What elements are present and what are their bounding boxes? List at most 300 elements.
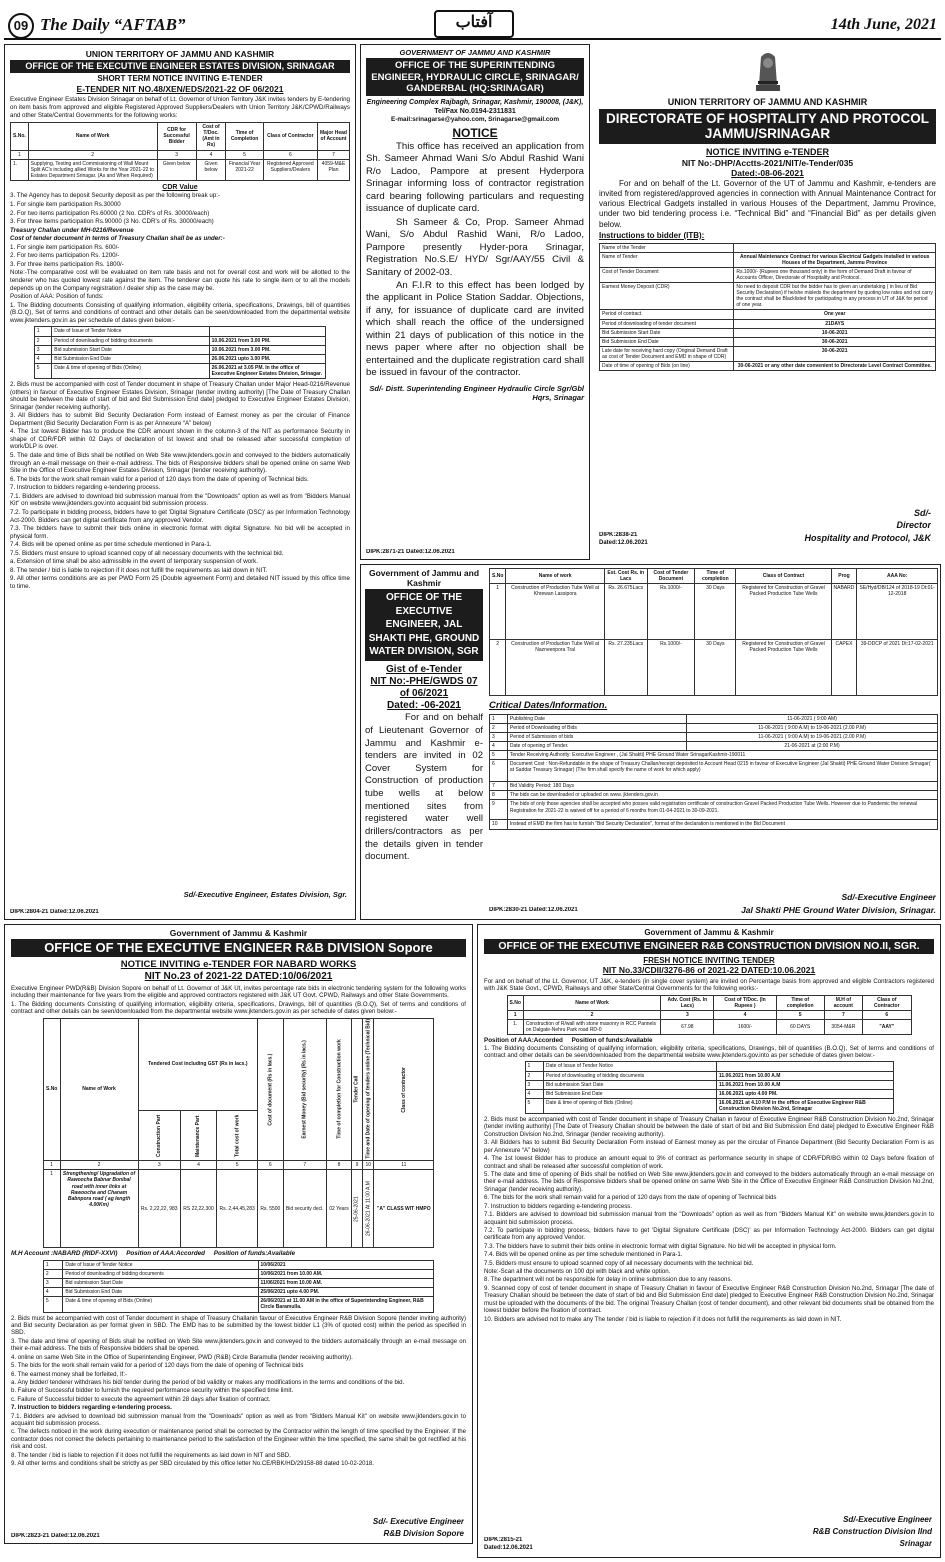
td: 1	[490, 584, 506, 640]
td: 4	[43, 1288, 63, 1297]
th: Class of contractor	[374, 1018, 434, 1161]
td: 5	[34, 363, 51, 378]
td: Financial Year 2021-22	[226, 159, 263, 180]
td: 16.06.2021 at 4.10 P.M in the office of Executive Engineer R&B Construction Division No.2nd, Srinagar	[716, 1098, 893, 1113]
para: 3. All Bidders has to submit Bid Security Declaration Form instead of Earnest money as per the circular of Finance Department (Bid Security Declaration Form is as per Annexure “A” below)	[10, 412, 350, 427]
td: Given below	[157, 159, 196, 180]
notice-title: NOTICE	[452, 126, 498, 141]
td: 5	[226, 150, 263, 159]
td: Period of downloading of bidding documents	[52, 336, 209, 345]
para: 8. The department will not be responsible for delay in online submission due to any reasons.	[484, 1276, 733, 1284]
td: 30-06-2021	[734, 337, 936, 346]
td: 1600/-	[714, 1019, 776, 1034]
line: 3. For three items participation Rs.90000 (3 No. CDR's of Rs. 30000/each)	[10, 218, 214, 226]
td: Period of Submission of bids	[507, 732, 686, 741]
td: 10	[490, 820, 508, 829]
td: 6	[258, 1161, 283, 1170]
para: 1. The Bidding documents Consisting of qualifying information, eligibility criteria, specifications, Drawings, bill of quantities (B.O.Q), Set of terms and conditions of contract and other details can be seen/downloaded from the departmental website www.jktenders.gov.into as per schedule of dates given below:-	[484, 1044, 934, 1060]
td: Bid Submission End Date	[600, 337, 734, 346]
signature-designation: Sd/- Executive Engineer	[372, 1517, 464, 1527]
line: 3. The Agency has to deposit Security deposit as per the following break up:-	[10, 192, 221, 200]
nit-number: NIT No:-PHE/GWDS 07 of 06/2021	[370, 676, 478, 700]
para: 4. The 1st lowest Bidder has to produce the CDR amount shown in the column-3 of the NIT as performance Security in shape of CDR/FDR within 02 Days of declaration of Ist lowest and shall be released after successful completion of work/DLP is over.	[10, 428, 350, 451]
td: 11-06-2021 ( 9:00 AM)	[687, 714, 938, 723]
email-line: E-mail:srinagarse@yahoo.com, Srinagarse@gmail.com	[390, 116, 560, 124]
td: 2	[523, 1010, 660, 1019]
para: 5. The date and time of Bids shall be notified on Web Site www.jktenders.gov.in and conveyed to the bidders automatically through an e-mail message on their e-mail address. The bids of Responsive bidders shall be opened online on same Web Site in the Office of Executive Engineer Estates Division, Srinagar (tender receiving authority).	[10, 452, 350, 475]
th: Time and Date of opening of tenders online (Technical Bid)	[363, 1018, 374, 1161]
td: 1	[34, 327, 51, 336]
td: Publishing Date	[507, 714, 686, 723]
td: 11-06-2021 ( 9:00 A.M) to 19-06-2021 (2.00 P.M)	[687, 732, 938, 741]
para: 9. Scanned copy of cost of tender document in shape of Treasury Challan in favour of Executive Engineer R&B Construction Division No.2nd, Srinagar [The date of Treasury Challan should be between the date of start of bid and Bid Submission End date] pledged to Executive Engineer R&B Construction Division No.2nd, Srinagar must be uploaded with the documents of the bid. The original Treasury Challan (cost of tender document), and other relevant bid documents shall be obtained from the lowest bidder before the fixation of contract.	[484, 1284, 934, 1315]
td: 9	[351, 1161, 362, 1170]
td: 02 Years	[327, 1170, 352, 1248]
th: Class of Contractor	[263, 123, 317, 150]
para: 7. Instruction to bidders regarding e-tendering process.	[11, 1404, 172, 1412]
td: 11	[374, 1161, 434, 1170]
office-banner: DIRECTORATE OF HOSPITALITY AND PROTOCOL JAMMU/SRINAGAR	[599, 109, 936, 144]
td: Bid security decl.	[283, 1170, 327, 1248]
td: 1	[490, 714, 508, 723]
para: 2. Bids must be accompanied with cost of Tender document in shape of Treasury Challanin favour of Executive Engineer R&B Division Sopore (tender inviting authority) and Bid security Declaration as per format given in SBD. The EMD has to be submitted by the lowest bidder L1 (3% of quoted cost) within the period as specified in SBD.	[11, 1314, 466, 1337]
th: Time of completion	[695, 569, 736, 584]
td: Date & time of opening of Bids (Online)	[52, 363, 209, 378]
ad-rb-construction-division-ii	[477, 924, 941, 1558]
td: Instead of EMD the firm has to furnish "Bid Security Declaration", format of the declaration is mentioned in the Bid Document	[507, 820, 937, 829]
td: 10.06.2021 from 3.00 PM.	[209, 336, 326, 345]
th: Cost of document (Rs in lacs.)	[258, 1018, 283, 1161]
para: 7.2. To participate in bidding process, bidders have to get 'Digital Signature Certificate (DSC)' as per Information Technology Act-2000. Bidders can get digital certificate from any approved Vendor.	[10, 508, 350, 524]
ad-hospitality-protocol	[594, 44, 941, 560]
td: Bid submission Start Date	[63, 1279, 258, 1288]
td: Period of Downloading of Bids	[507, 723, 686, 732]
th: Time of completion for Construction work	[327, 1018, 352, 1161]
nit-number: E-TENDER NIT NO.48/XEN/EDS/2021-22 OF 06/2021	[76, 84, 284, 95]
para: 7.1. Bidders are advised to download bid submission manual from the "Downloads" option as well as from "Bidders Manual Kit" on website www.jktenders.gov.into acquaint bid submission process.	[10, 492, 350, 508]
ut-heading: UNION TERRITORY OF JAMMU AND KASHMIR	[667, 97, 868, 107]
para: 7.2. To participate in bidding process, bidders have to get 'Digital Signature Certificate (DSC)' as per Information Technology Act-2000. Bidders can get digital certificate from any approved Vendor.	[484, 1226, 934, 1242]
works-table	[10, 122, 350, 181]
intro-text-2: 1. The Bidding documents Consisting of qualifying information, eligibility criteria, specifications, Drawings, bill of quantities (B.O.Q), Set of terms and conditions of contract and other details can be seen/downloaded from the departmental website www.jktenders.gov.in as per schedule of dates given below:-	[11, 1000, 466, 1016]
td: "A" CLASS WIT HMPO	[374, 1170, 434, 1248]
govt-heading: Government of Jammu and Kashmir	[368, 568, 480, 589]
td: SE/Hyd/DB/124 of 2018-19 Dt:01-12-2018	[857, 584, 938, 640]
td: 5	[217, 1161, 258, 1170]
td: 1.	[507, 1019, 523, 1034]
td: Date & time of opening of Bids (Online)	[543, 1098, 716, 1113]
td: 10.06.2021 from 3.00 PM.	[209, 345, 326, 354]
td: NABARD	[831, 584, 857, 640]
th: S.No.	[11, 123, 29, 150]
ad-estates-division	[4, 44, 356, 920]
para: 5. The date and time of opening of Bids shall be notified on Web Site www.jktenders.gov.in and conveyed to the bidders automatically through an e-mail message on their e-mail address. The bids of Responsive bidders shall be opened online on same Web Site in the Office of Executive Engineer R&B Construction Division No.2nd, Srinagar (tender receiving authority).	[484, 1171, 934, 1193]
emblem-icon	[750, 47, 786, 95]
td: Late date for receiving hard copy (Original Demand Draft as cost of Tender Document and EMD in shape of CDR)	[600, 346, 734, 361]
th: Est. Cost Rs. in Lacs	[604, 569, 647, 584]
notice-subtitle: NOTICE INVITING e-TENDER FOR NABARD WORKS	[120, 959, 357, 971]
para: Note:-Scan all the documents on 100 dpi with black and white option.	[484, 1268, 671, 1276]
td: 6	[863, 1010, 911, 1019]
para: 4. online on same Web Site in the Office of Superintending Engineer, PWD (R&B) Circle Baramulla (tender receiving authority).	[11, 1353, 353, 1361]
works-table	[489, 568, 938, 696]
th: Cost of T/Doc. (In Rupees )	[714, 995, 776, 1010]
td: 1	[507, 1010, 523, 1019]
signature-office: R&B Construction Division IInd	[812, 1527, 932, 1537]
td: Tender Receiving Authority: Executive Engineer , (Jal Shakti) PHE Ground Water SrinagarKashmir-190011	[507, 751, 937, 760]
td: 6	[490, 760, 508, 782]
line: Position of AAA: Position of funds:	[10, 293, 104, 301]
td: 3054-M&R	[824, 1019, 862, 1034]
para: a. Extension of time shall be also admissible in the event of temporary suspension of work.	[10, 558, 258, 566]
td: 30-06-2021 or any other date convenient to Directorate Level Contract Committee.	[734, 362, 936, 371]
intro-text: Executive Engineer Estates Division Srinagar on behalf of Lt. Governor of Union Territory J&K invites tenders by E-tendering on item basis from approved and eligible Registered Approved Suppliers/Dealers with Union Territory J&K/CPWD/Railways and other State/Central Governments for the following works:	[10, 96, 350, 119]
left-column	[365, 568, 483, 918]
td: Rs.1000/- (Rupees one thousand only) in the form of Demand Draft in favour of Accounts Officer, Directorate of Hospitality and Protocol.	[734, 267, 936, 282]
govt-heading: Government of Jammu & Kashmir	[169, 928, 308, 938]
td: CAPEX	[831, 640, 857, 696]
td: Strengthening/ Upgradation of Rawoocha Babnar Bonibal road with inner links at Rawoocha and Chanam Babnpora road ( ag length 4.00Km)	[60, 1170, 138, 1248]
para: 5. The bids for the work shall remain valid for a period of 120 days from the date of opening of Technical bids	[11, 1362, 304, 1370]
td: 2	[525, 1071, 543, 1080]
td: Registered for Construction of Gravel Packed Production Tube Wells	[736, 640, 831, 696]
td: 1	[525, 1062, 543, 1071]
th: Name of work	[506, 569, 605, 584]
para: a. Any bidder/ tenderer withdraws his bid/ tender during the period of bid validity or makes any modifications in the terms and conditions of the bid.	[11, 1378, 405, 1386]
td: Date of Issue of Tender Notice	[52, 327, 209, 336]
td: 1.	[11, 159, 29, 180]
notice-para: This office has received an application from Sh. Sameer Ahmad Wani S/o Abdul Rashid Wani R/o Ladoo, Pampore at present Hyderpora Srinagar informing loss of contractor registration card bearing following particulars and requesting issuance of duplicate card.	[366, 140, 584, 215]
dipk-number: DIPK:2871-21 Dated:12.06.2021	[366, 548, 455, 555]
newspaper-logo: آفتاب	[434, 10, 514, 38]
ashoka-emblem-icon	[750, 47, 786, 95]
td: 7	[490, 782, 508, 791]
td: 7	[283, 1161, 327, 1170]
td: Period of contract	[600, 310, 734, 319]
td: 8	[490, 791, 508, 800]
td: Rs. 2,44,45,283	[217, 1170, 258, 1248]
signature-office: Jal Shakti PHE Ground Water Division, Srinagar.	[741, 905, 936, 915]
th: Total cost of work	[217, 1111, 258, 1161]
td	[734, 243, 936, 252]
td: 1	[43, 1161, 60, 1170]
line: 1. For single item participation Rs. 600/-	[10, 243, 120, 251]
line: 1. The Bidding documents Consisting of qualifying information, eligibility criteria, specifications, Drawings, bill of quantities (B.O.Q), Set of terms and conditions of contract and other details can be seen/downloaded from the departmental website www.jktenders.gov.in as per schedule of dates given below:-	[10, 301, 350, 324]
td: Rs. 26.675Lacs	[604, 584, 647, 640]
itb-table	[599, 243, 936, 372]
td: Rs.1000/-	[647, 640, 695, 696]
intro-text: For and on behalf of the Lt. Governor of the UT of Jammu and Kashmir, e-tenders are invited from registered/approved agencies in connection with Annual Maintenance Contract for various Electrical Gadgets installed in various Houses of the Department, Jammu Province, under two bid tendering process i.e. “Technical Bid” and “Financial Bid” as per details given below.	[599, 178, 936, 229]
schedule-table	[34, 326, 326, 379]
th: CDR for Successful Bidder	[157, 123, 196, 150]
td: 4059-M&E Plan	[317, 159, 349, 180]
para: 8. The tender / bid is liable to rejection if it does not fulfill the requirements as laid down in NIT.	[10, 566, 268, 574]
body-paragraphs	[10, 381, 350, 591]
td: 30 Days	[695, 584, 736, 640]
line: 3. For three items participation Rs. 1800/-	[10, 260, 124, 268]
para: 9. All other terms conditions are as per PWD Form 25 (Double agreement Form) and detailed NIT issued by this office time to time.	[10, 575, 350, 591]
th: Maintenance Part	[180, 1111, 216, 1161]
nit-date: Dated: -06-2021	[387, 700, 461, 712]
signature: Sd/- Distt. Superintending Engineer Hydraulic Circle Sgr/Gbl Hqrs, Srinagar	[369, 383, 584, 402]
dipk-number: DIPK:2804-21 Dated:12.06.2021	[10, 908, 99, 915]
dipk-number: DIPK:2838-21 Dated:12.06.2021	[599, 532, 648, 546]
para: 2. Bids must be accompanied with cost of Tender document in shape of Treasury Challan in favour of Executive Engineer R&B Construction Division No.2nd, Srinagar (tender inviting authority) [The Date of Treasury Challan should be between the date of start of bid and Bid Submission End date] pledged to Executive Engineer R&B Construction Division No.2nd, Srinagar (tender receiving authority).	[484, 1116, 934, 1138]
page-number-badge: 09	[8, 13, 34, 39]
td: 1	[11, 150, 29, 159]
td: Rs.1000/-	[647, 584, 695, 640]
td: 11-06-2021 ( 9:00 A.M) to 19-06-2021 (2.00 P.M)	[687, 723, 938, 732]
para: b. Failure of Successful bidder to furnish the required performance security within the specified time limit.	[11, 1387, 294, 1395]
para: 7.3. The bidders have to submit their bids online in electronic format with digital Signature. No bid will be accepted in physical form.	[10, 525, 350, 540]
office-banner: OFFICE OF THE SUPERINTENDING ENGINEER, HYDRAULIC CIRCLE, SRINAGAR/ GANDERBAL (HQ:SRINAGAR)	[366, 58, 584, 96]
td: 30-06-2021	[734, 346, 936, 361]
works-table	[43, 1018, 434, 1249]
intro-text: For and on behalf of the Lt. Governor, UT J&K, e-tenders (in single cover system) are invited on Percentage basis from approved and eligible Contractors registered with J&K State Govt., CPWD, Railways and other State/Central Governments for the following works:-	[484, 977, 934, 993]
notice-para: An F.I.R to this effect has been lodged by the applicant in Police Station Saddar. Objections, if any, for issuance of duplicate card are invited which shall reach the office of the undersigned within 21 days of publication of this notice in the news paper where after no objection shall be entertained and the duplicate registration card shall be issued in favour of the contractor.	[366, 279, 584, 379]
td: 67.98	[661, 1019, 714, 1034]
td: RS 22,22,300	[180, 1170, 216, 1248]
th: Adv. Cost (Rs. In Lacs)	[661, 995, 714, 1010]
td: Registered for Construction of Gravel Packed Production Tube Wells	[736, 584, 831, 640]
line: Treasury Challan under MH-0216/Revenue	[10, 226, 134, 234]
td: 4	[525, 1089, 543, 1098]
td: Construction of Production Tube Well at Khrewan Lassipora	[506, 584, 605, 640]
th: Prog	[831, 569, 857, 584]
td: The bids of only those agencies shall be accepted who posses valid registration certificate of construction Gravel Packed Production Tube Wells. However due to Pandemic the renewal Registration for 2021-22 is waived off for a period of 6 months from 01-04-2021 to 30-09-2021.	[507, 800, 937, 820]
para: 7.3. The bidders have to submit their bids online in electronic format with digital Signature. No bid will be accepted in physical form.	[484, 1242, 837, 1250]
cdr-title: CDR Value	[162, 183, 198, 191]
td: 3	[525, 1080, 543, 1089]
td: 10-06-2021	[734, 328, 936, 337]
td: 5	[43, 1297, 63, 1312]
itb-heading: Instructions to bidder (ITB):	[599, 230, 705, 240]
td: 1	[43, 1170, 60, 1248]
td: 26-06-2021 At 11:00 A.M	[363, 1170, 374, 1248]
td: Period of downloading of tender document	[600, 319, 734, 328]
td: 16.06.2021 upto 4.00 PM.	[716, 1089, 893, 1098]
ut-heading: UNION TERRITORY OF JAMMU AND KASHMIR	[85, 49, 275, 59]
body-paragraphs	[11, 1315, 466, 1468]
td: 2	[43, 1270, 63, 1279]
para: 7.5. Bidders must ensure to upload scanned copy of all necessary documents with the technical bid.	[10, 549, 284, 557]
works-table	[507, 995, 912, 1035]
dipk-number: DIPK:2830-21 Dated:12.06.2021	[489, 907, 578, 913]
th: Name of Work	[60, 1018, 138, 1161]
th: S.No	[43, 1018, 60, 1161]
td: Cost of Tender Document	[600, 267, 734, 282]
td: Date of Issue of Tender Notice	[63, 1261, 258, 1270]
td: 3	[34, 345, 51, 354]
td: Bid Submission Start Date	[600, 328, 734, 337]
th: Time of Completion	[226, 123, 263, 150]
schedule-table	[525, 1061, 894, 1114]
para: 6. The bids for the work shall remain valid for a period of 120 days from the date of opening of Technical bids.	[10, 475, 309, 483]
td: Document Cost : Non-Refundable in the shape of Treasury Challan/receipt deposited to Account Head 0215 in favour of Executive Engineer (Jal Shakti) PHE Ground Water Division Srinagar( at Saddar Treasury Srinagar) (The firm shall specify the name of work for which apply)	[507, 760, 937, 782]
td: 25/06/2021 upto 4.00 PM.	[258, 1288, 434, 1297]
cdr-lines	[10, 192, 350, 324]
th: Cost of Tender Document	[647, 569, 695, 584]
td: Registered Approved Suppliers/Dealers	[263, 159, 317, 180]
body-paragraphs	[484, 1116, 934, 1323]
td: 11/06/2021 from 10.00 AM.	[258, 1279, 434, 1288]
critical-dates-table	[489, 714, 938, 830]
td: 9	[490, 800, 508, 820]
td: 8	[327, 1161, 352, 1170]
signature-designation: Sd/-Executive Engineer	[843, 1515, 932, 1525]
td: Period of downloading of bidding documents	[543, 1071, 716, 1080]
td: Construction of R/wall with stone masonry in RCC Pannels on Dalgate-Nehru Park road RD-0	[523, 1019, 660, 1034]
td: 21DAYS	[734, 319, 936, 328]
td: Name of the Tender	[600, 243, 734, 252]
para: 3. The date and time of opening of Bids shall be notified on Web Site www.jktenders.gov.in and conveyed to the bidders automatically through an e-mail message on their e-mail address. The bids of Responsive bidders shall be opened.	[11, 1337, 466, 1353]
td: Bid Submission End Date	[543, 1089, 716, 1098]
para: 7. Instruction to bidders regarding e-tendering process.	[10, 484, 161, 492]
td: 25-06-2021	[351, 1170, 362, 1248]
para: 9. All other terms and conditions shall be strictly as per SBD circulated by this office letter No.CE/RBK/HD/29158-88 dated 10-02-2018.	[11, 1460, 374, 1468]
notice-para: Sh Sameer & Co, Prop. Sameer Ahmad Wani, S/o Abdul Rashid Wani, R/o Ladoo, Pampore presently Hyder-pora Srinagar, Registration No.S.E/ HYD/ Sgr/AAY/55 Civil & Sanitary of 2002-03.	[366, 216, 584, 278]
td: 1	[43, 1261, 63, 1270]
nit-number: NIT No:-DHP/Acctts-2021/NIT/e-Tender/035	[681, 157, 854, 168]
signature-designation: Sd/-Executive Engineer	[841, 892, 936, 902]
th: Class of Contractor	[863, 995, 911, 1010]
td: 26/06/2021 at 11.00 AM in the office of Superintending Engineer, R&B Circle Baramulla.	[258, 1297, 434, 1312]
td: 3	[43, 1279, 63, 1288]
td: 60 DAYS	[776, 1019, 824, 1034]
td: Given below	[196, 159, 226, 180]
right-column	[489, 568, 938, 918]
address-line: Engineering Complex Rajbagh, Srinagar, Kashmir, 190008, (J&K),	[366, 99, 584, 107]
dipk-number: DIPK:2823-21 Dated:12.06.2021	[11, 1532, 100, 1539]
td: 10/06/2021 from 10.00 AM.	[258, 1270, 434, 1279]
td	[209, 327, 326, 336]
para: 7. Instruction to bidders regarding e-tendering process.	[484, 1202, 633, 1210]
para: 7.5. Bidders must ensure to upload scanned copy of all necessary documents with the technical bid.	[484, 1259, 754, 1267]
td: Earnest Money Deposit (CDR)	[600, 283, 734, 310]
td: 7	[824, 1010, 862, 1019]
td: 2	[28, 150, 157, 159]
line: 2. For two items participation Rs. 1200/-	[10, 252, 120, 260]
para: 3. All Bidders has to submit Bid Security Declaration Form instead of Earnest money as per the circular of Finance Department (Bid Security Declaration Form is as per Annexure “A” below)	[484, 1139, 934, 1154]
td: Date of time of opening of Bids (on line)	[600, 362, 734, 371]
td: 3	[490, 732, 508, 741]
td: Date of opening of Tender.	[507, 742, 686, 751]
td: Bid submission Start Date	[52, 345, 209, 354]
para: 7.4. Bids will be opened online as per time schedule mentioned in Para-1.	[484, 1251, 683, 1259]
th: Class of Contract	[736, 569, 831, 584]
nit-date: Dated:-08-06-2021	[731, 168, 804, 179]
td: Date of Issue of Tender Notice	[543, 1062, 716, 1071]
signature-designation: Director	[896, 520, 931, 530]
th: AAA No:	[857, 569, 938, 584]
td: 4	[180, 1161, 216, 1170]
para: 10. Bidders are advised not to make any The tender / bid is liable to rejection if it does not fulfill the requirements as laid down in NIT.	[484, 1315, 842, 1323]
issue-date: 14th June, 2021	[830, 16, 937, 33]
td: 4	[196, 150, 226, 159]
td: Bid submission Start Date	[543, 1080, 716, 1089]
td: 39-DDCP of 2021 Dt:17-02-2021	[857, 640, 938, 696]
th: Tendered Cost including GST (Rs in lacs.)	[138, 1018, 258, 1111]
th: S.No	[507, 995, 523, 1010]
line: 1. For single item participation Rs.30000	[10, 200, 121, 208]
para: 8. The tender / bid is liable to rejection if it does not fulfill the requirements as laid down in NIT and SBD.	[11, 1451, 291, 1459]
nit-number: NIT No.33/CDII/3276-86 of 2021-22 DATED:10.06.2021	[602, 965, 816, 976]
td: Bid Submission End Date	[52, 354, 209, 363]
td: 5	[490, 751, 508, 760]
para: c. Failure of Successful bidder to execute the agreement within 28 days after fixation of contract.	[11, 1395, 271, 1403]
td: Bid Submission End Date	[63, 1288, 258, 1297]
td: 26.06.2021 at 3.05 PM. In the office of Executive Engineer Estates Division, Srinagar.	[209, 363, 326, 378]
ad-hydraulic-circle-notice	[360, 44, 590, 560]
govt-heading: Government of Jammu & Kashmir	[644, 928, 774, 937]
th: Earnest Money (Bid security) (Rs in lacs.)	[283, 1018, 327, 1161]
para: 6. The bids for the work shall remain valid for a period of 120 days from the date of opening of Technical bids	[484, 1194, 777, 1202]
office-banner: OFFICE OF THE EXECUTIVE ENGINEER R&B CONSTRUCTION DIVISION NO.II, SGR.	[484, 939, 934, 954]
td: 4	[490, 742, 508, 751]
td: Rs. 2,22,22, 983	[138, 1170, 180, 1248]
td: Bid Validity Period: 180 Days	[507, 782, 937, 791]
td: 11.06.2021 from 10.00 A.M	[716, 1071, 893, 1080]
td: Date & time of opening of Bids (Online)	[63, 1297, 258, 1312]
td: 2	[60, 1161, 138, 1170]
para: 6. The earnest money shall be forfeited, If:-	[11, 1370, 128, 1378]
td	[716, 1062, 893, 1071]
para: 7.1. Bidders are advised to download bid submission manual from the "Downloads" option as well as from "Bidders Manual Kit" on website www.jktenders.gov.in to acquaint bid submission process.	[11, 1412, 466, 1428]
th: Time of completion	[776, 995, 824, 1010]
intro-text: Executive Engineer PWD(R&B) Division Sopore on behalf of Lt. Governor of J&K Ut, invites percentage rate bids in electronic tendering system for the following works including their maintenance for five years from the eligible and approved contractors registered with J&K UT Govt. CPWD, Railways and other State Governments.	[11, 984, 466, 1000]
para: 7.1. Bidders are advised to download bid submission manual from the "Downloads" option as well as from "Bidders Manual Kit" on website www.jktenders.gov.in to acquaint bid submission process.	[484, 1211, 934, 1226]
ad-jal-shakti-phe	[360, 564, 941, 920]
signature: Sd/-Executive Engineer, Estates Division, Sgr.	[183, 889, 347, 899]
td: 7	[317, 150, 349, 159]
td: The bids can be downloaded or uploaded on www. jktenders.gov.in	[507, 791, 937, 800]
newspaper-name: The Daily “AFTAB”	[40, 15, 186, 34]
td: Name of Tender	[600, 252, 734, 267]
td: 2	[490, 640, 506, 696]
th: Tender Call	[351, 1018, 362, 1161]
td: 2	[34, 336, 51, 345]
td: Rs. 5500	[258, 1170, 283, 1248]
th: Construction Part	[138, 1111, 180, 1161]
office-banner: OFFICE OF THE EXECUTIVE ENGINEER R&B DIVISION Sopore	[11, 939, 466, 957]
para: c. The defects noticed in the work during execution or maintenance period shall be corrected by the Contractor within the length of time specified by the Engineer. If the contractor does not correct the defects pertaining to maintenance period to the satisfaction of the Engineer within the time specified, the same shall be got rectified at his risk and cost.	[11, 1428, 466, 1451]
critical-dates-title: Critical Dates/Information.	[489, 700, 608, 712]
para: 2. Bids must be accompanied with cost of Tender document in shape of Treasury Challan under Major Head-0216/Revenue (others) in favour of Executive Engineer Estates Division, Srinagar (tender inviting authority) [The Date of Treasury Challan should be between the date of start of bid and Bid Submission End date] pledged to Executive Engineer Estates Division, Srinagar (tender receiving authority).	[10, 380, 350, 411]
mh-account: M.H Account :NABARD (RIDF-XXVI) Position of AAA:Accorded Position of funds:Available	[11, 1250, 295, 1258]
line: Cost of tender document in terms of Treasury Challan shall be as under:-	[10, 235, 225, 243]
body-text: For and on behalf of Lieutenant Governor of Jammu and Kashmir e-tenders are invited in 02 Cover System for Construction of production tube wells at below mentioned sites from registered water well drillers/contractors as per the details given in tender document.	[365, 712, 483, 863]
signature-place: Srinagar	[899, 1539, 932, 1549]
ad-rb-division-sopore	[4, 924, 473, 1544]
td: Supplying, Testing and Commissioning of Wall Mount Split AC's including allied Works for the Year 2021-22 to Estates Department Srinagar. (As and When Required)	[28, 159, 157, 180]
masthead	[4, 8, 941, 40]
td: Construction of Production Tube Well at Nazneenpora Tral	[506, 640, 605, 696]
td: 10	[363, 1161, 374, 1170]
td: 4	[714, 1010, 776, 1019]
schedule-table	[43, 1260, 434, 1313]
th: Name of Work	[523, 995, 660, 1010]
td: "AAY"	[863, 1019, 911, 1034]
td: 10/06/2021	[258, 1261, 434, 1270]
td: 21-06-2021 at (2:00 P.M)	[687, 742, 938, 751]
td: 5	[776, 1010, 824, 1019]
govt-heading: GOVERNMENT OF JAMMU AND KASHMIR	[399, 48, 551, 57]
td: 4	[34, 354, 51, 363]
td: Period of downloading of bidding documents	[63, 1270, 258, 1279]
signature-sd: Sd/-	[914, 508, 931, 518]
td: 26.06.2021 upto 3.00 PM.	[209, 354, 326, 363]
line: Note:-The comparative cost will be evaluated on item rate basis and not for overall cost and work will be allotted to the tenderer who has quoted lowest rate against the item. The tenderer can quote his rate to single item or to all the models depends up on the Company registration / dealer ship as the case may be.	[10, 269, 350, 292]
